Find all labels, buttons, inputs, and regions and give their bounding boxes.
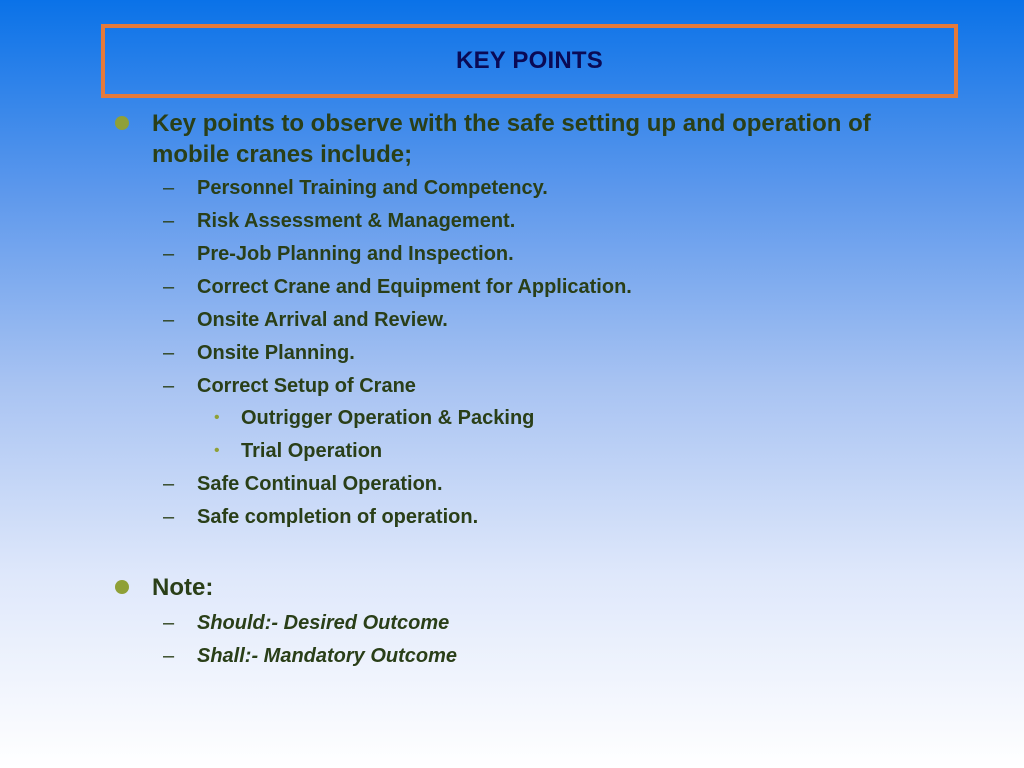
dot-bullet-icon: •	[214, 409, 220, 426]
list-item: Trial Operation	[241, 440, 383, 462]
dash-icon: –	[163, 276, 175, 298]
list-item: Onsite Planning.	[197, 342, 355, 364]
list-item: Personnel Training and Competency.	[197, 177, 548, 199]
dash-icon: –	[163, 210, 175, 232]
dash-icon: –	[163, 645, 175, 667]
bullet-key-points-line2: mobile cranes include;	[152, 141, 413, 168]
list-item: Risk Assessment & Management.	[197, 210, 516, 232]
list-item: Shall:- Mandatory Outcome	[197, 645, 458, 667]
dash-icon: –	[163, 473, 175, 495]
slide-title: KEY POINTS	[456, 47, 603, 74]
dash-icon: –	[163, 243, 175, 265]
list-item: Safe Continual Operation.	[197, 473, 443, 495]
dash-icon: –	[163, 375, 175, 397]
bullet-key-points-line1: Key points to observe with the safe setting up and operation of	[152, 110, 871, 137]
dot-bullet-icon: •	[214, 442, 220, 459]
list-item: Outrigger Operation & Packing	[241, 407, 535, 429]
list-item: Correct Crane and Equipment for Application.	[197, 276, 632, 298]
level1-bullet-icon	[115, 580, 129, 594]
list-item: Onsite Arrival and Review.	[197, 309, 448, 331]
dash-icon: –	[163, 612, 175, 634]
bullet-note: Note:	[152, 574, 214, 601]
list-item: Correct Setup of Crane	[197, 375, 416, 397]
dash-icon: –	[163, 342, 175, 364]
level1-bullet-icon	[115, 116, 129, 130]
list-item: Should:- Desired Outcome	[197, 612, 450, 634]
dash-icon: –	[163, 309, 175, 331]
dash-icon: –	[163, 506, 175, 528]
list-item: Safe completion of operation.	[197, 506, 479, 528]
dash-icon: –	[163, 177, 175, 199]
list-item: Pre-Job Planning and Inspection.	[197, 243, 514, 265]
